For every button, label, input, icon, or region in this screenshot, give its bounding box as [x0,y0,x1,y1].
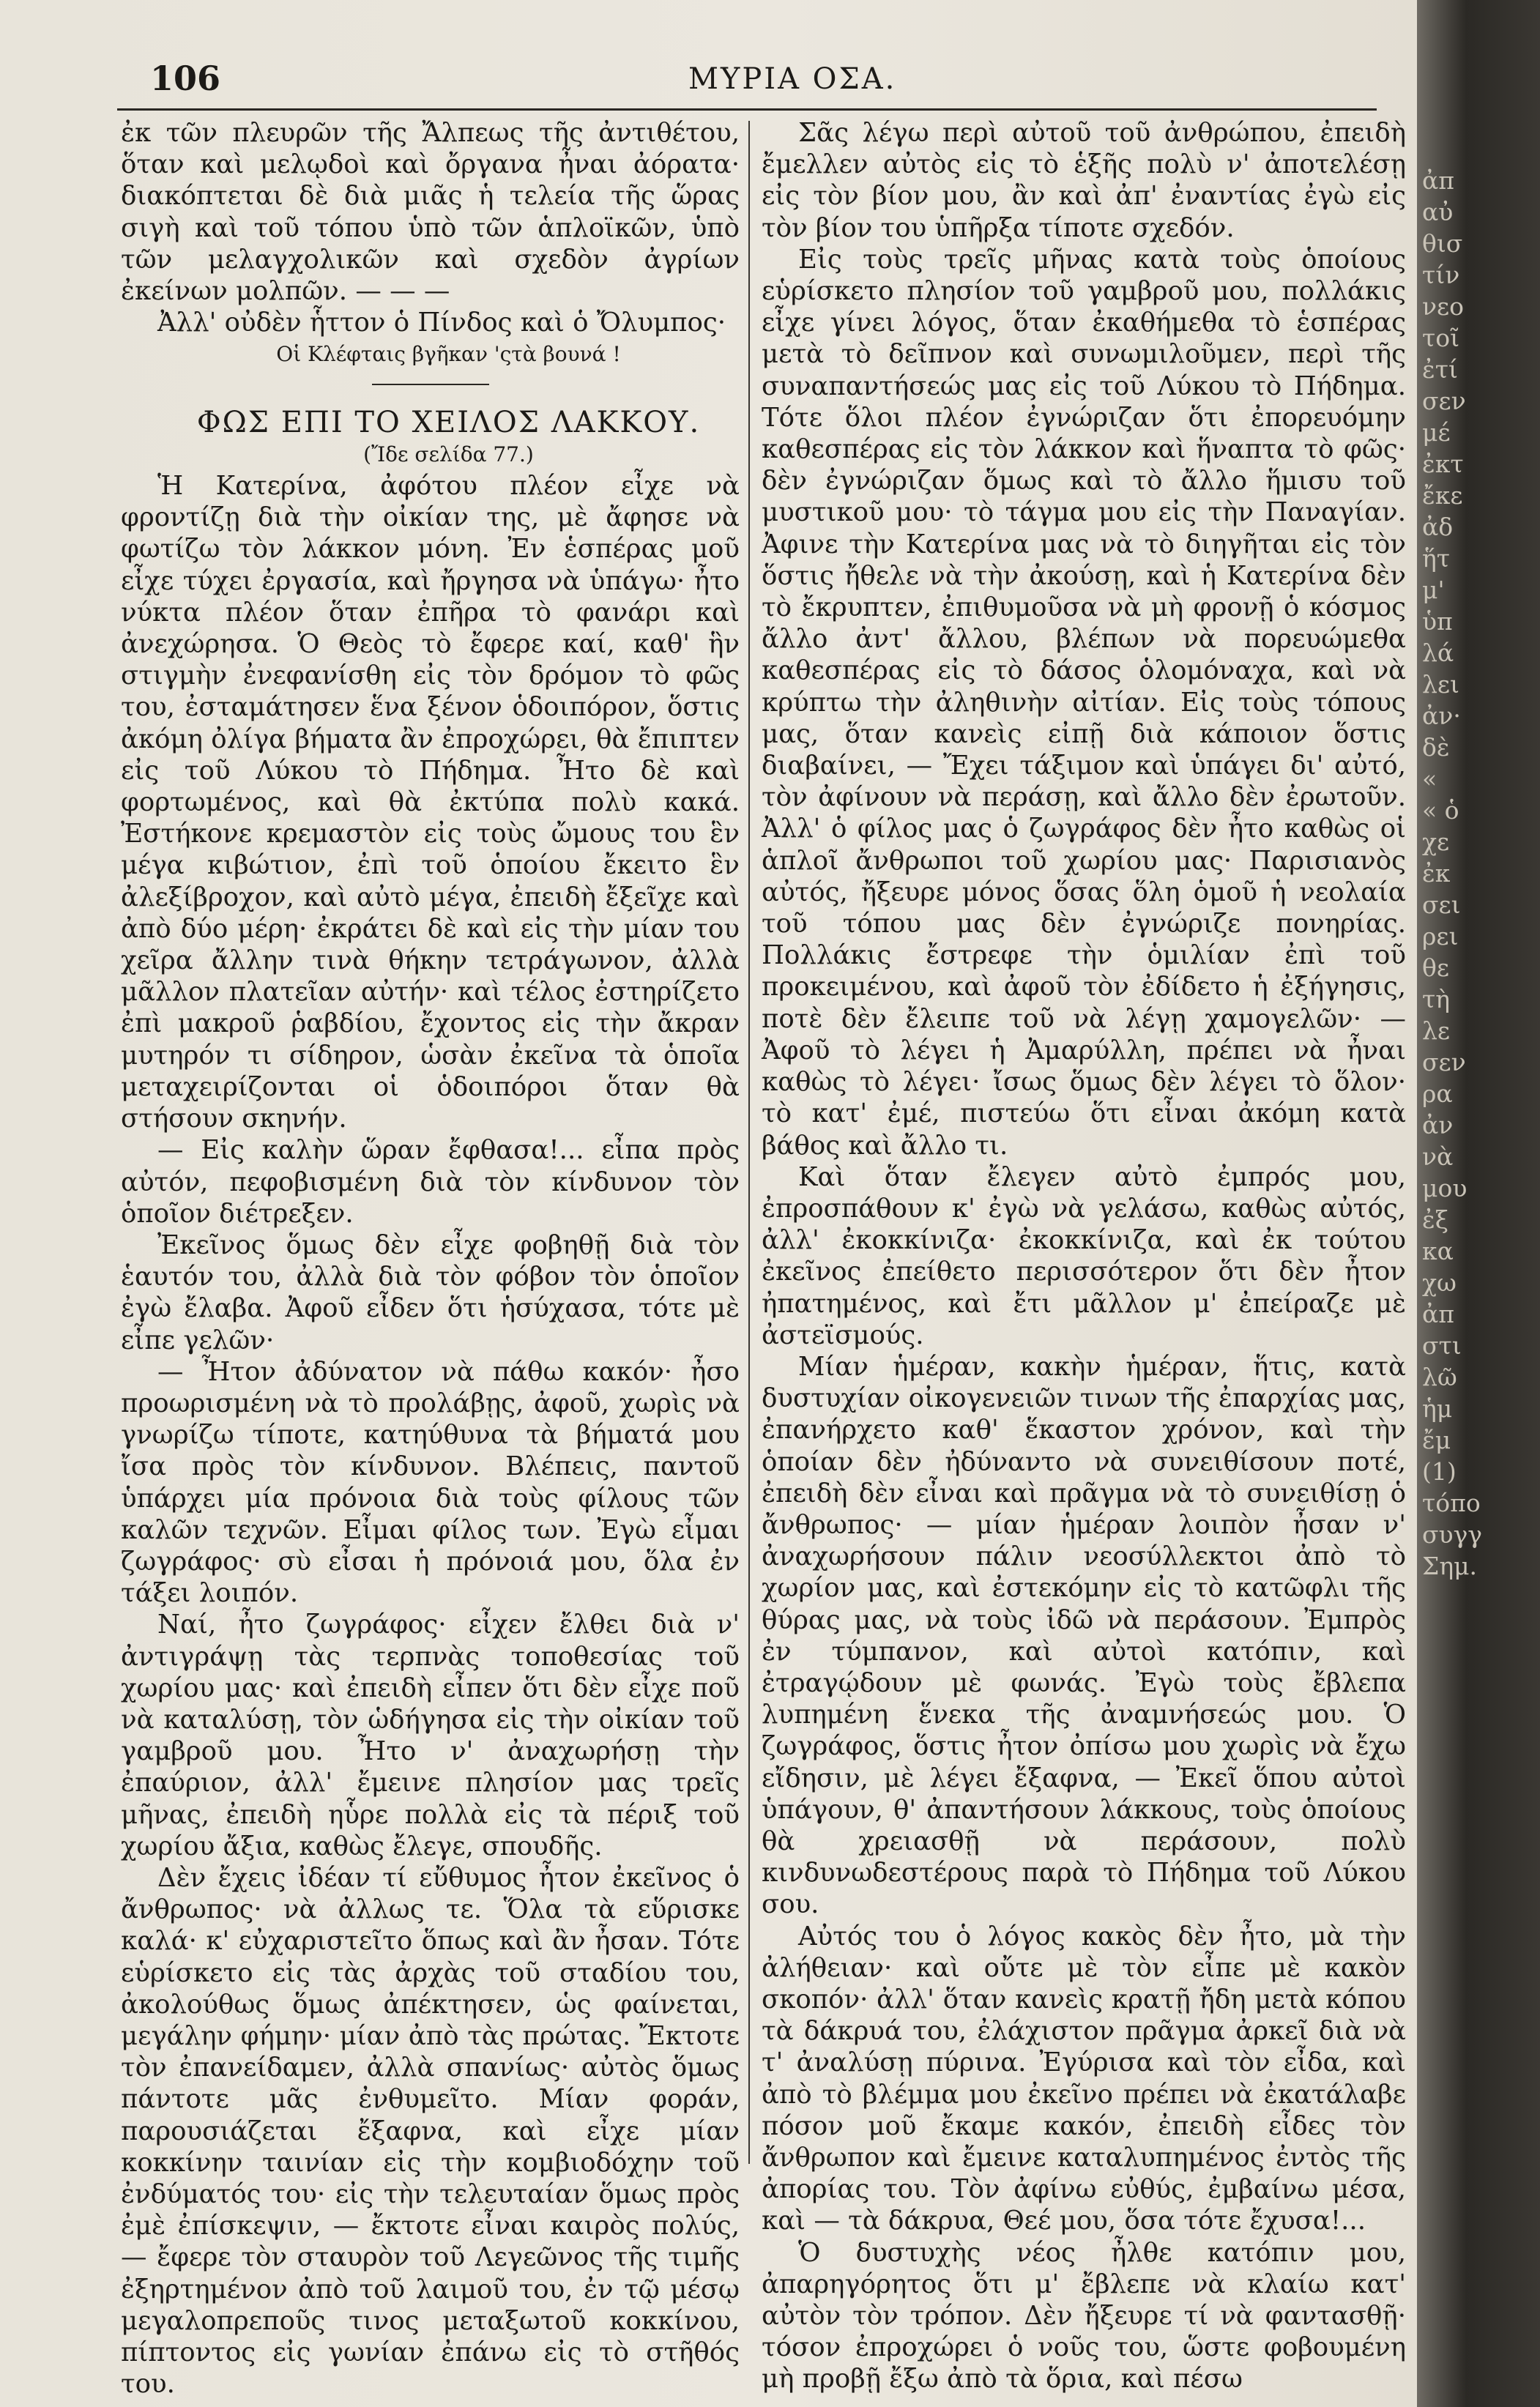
verse-line: Ἀλλ' οὐδὲν ἧττον ὁ Πίνδος καὶ ὁ Ὄλυμπος· [157,308,726,338]
column-rule [748,121,750,2164]
bleed-line: κα [1422,1237,1454,1265]
bleed-line: μ' [1422,576,1445,604]
bleed-line: σεν [1422,1048,1466,1076]
bleed-line: ἥτ [1422,544,1451,573]
paragraph: Ναί, ἦτο ζωγράφος· εἶχεν ἔλθει διὰ ν' ἀντιγράψῃ τὰς τερπνὰς τοποθεσίας τοῦ χωρίου μας· καὶ ἐπειδὴ εἶπεν ὅτι δὲν εἶχε ποῦ νὰ καταλύσῃ, τὸν ὡδήγησα εἰς τὴν οἰκίαν τοῦ γαμβροῦ μου. Ἦτο ν' ἀναχωρήσῃ τὴν ἐπαύριον, ἀλλ' ἔμεινε πλησίον μας τρεῖς μῆνας, ἐπειδὴ ηὗρε πολλὰ εἰς τὰ πέριξ τοῦ χωρίου ἄξια, καθὼς ἔλεγε, σπουδῆς. [121,1610,740,1861]
bleed-line: ἐξ [1422,1205,1448,1234]
bleed-line: τοῖ [1422,324,1460,352]
section-title: ΦΩΣ ΕΠΙ ΤΟ ΧΕΙΛΟΣ ΛΑΚΚΟΥ. [196,405,701,439]
bleed-line: λει [1422,670,1459,699]
bleed-line: σεν [1422,387,1466,415]
paragraph: ἐκ τῶν πλευρῶν τῆς Ἄλπεως τῆς ἀντιθέτου, ὅταν καὶ μελῳδοὶ καὶ ὄργανα ἦναι ἀόρατα· διακόπτεται δὲ διὰ μιᾶς ἡ τελεία τῆς ὥρας σιγὴ καὶ τοῦ τόπου ὑπὸ τῶν ἁπλοϊκῶν, ὑπὸ τῶν μελαγχολικῶν καὶ σχεδὸν ἀγρίων ἐκείνων μολπῶν. — — — [121,118,740,307]
paragraph: Ὁ δυστυχὴς νέος ἦλθε κατόπιν μου, ἀπαρηγόρητος ὅτι μ' ἔβλεπε νὰ κλαίω κατ' αὐτὸν τὸν τρόπον. Δὲν ἤξευρε τί νὰ φαντασθῇ· τόσον ἐπροχώρει ὁ νοῦς του, ὥστε φοβουμένη μὴ προβῇ ἔξω ἀπὸ τὰ ὅρια, καὶ πέσω [762,2237,1406,2395]
bleed-line: μου [1422,1174,1468,1202]
bleed-line: « [1422,764,1437,793]
bleed-line: τίν [1422,261,1460,289]
bleed-line: τόπο [1422,1489,1481,1517]
header-rule [117,108,1377,111]
journal-title: ΜΥΡΙΑ ΟΣΑ. [688,62,897,96]
paragraph: Δὲν ἔχεις ἰδέαν τί εὔθυμος ἦτον ἐκεῖνος ὁ ἄνθρωπος· νὰ ἀλλως τε. Ὅλα τὰ εὕρισκε καλά· κ' εὐχαριστεῖτο ὅπως καὶ ἂν ἦσαν. Τότε εὑρίσκετο εἰς τὰς ἀρχὰς τοῦ σταδίου του, ἀκολούθως ὅμως ἀπέκτησεν, ὡς φαίνεται, μεγάλην φήμην· μίαν ἀπὸ τὰς πρώτας. Ἔκτοτε τὸν ἐπανείδαμεν, ἀλλὰ σπανίως· αὐτὸς ὅμως πάντοτε μᾶς ἐνθυμεῖτο. Μίαν φοράν, παρουσιάζεται ἔξαφνα, καὶ εἶχε μίαν κοκκίνην ταινίαν εἰς τὴν κομβιοδόχην τοῦ ἐνδύματός του· εἰς τὴν τελευταίαν ὅμως πρὸς ἐμὲ ἐπίσκεψιν, — ἔκτοτε εἶναι καιρὸς πολύς, — ἔφερε τὸν σταυρὸν τοῦ Λεγεῶνος τῆς τιμῆς ἐξηρτημένον ἀπὸ τοῦ λαιμοῦ του, ἐν τῷ μέσῳ μεγαλοπρεποῦς τινος μεταξωτοῦ κοκκίνου, πίπτοντος εἰς γωνίαν ἐπάνω εἰς τὸ στῆθός του. [121,1862,740,2400]
paragraph: — Ἦτον ἀδύνατον νὰ πάθω κακόν· ἦσο προωρισμένη νὰ τὸ προλάβῃς, ἀφοῦ, χωρὶς νὰ γνωρίζω τίποτε, κατηύθυνα τὰ βήματά μου ἴσα πρὸς τὸν κίνδυνον. Βλέπεις, παντοῦ ὑπάρχει μία πρόνοια διὰ τοὺς φίλους τῶν καλῶν τεχνῶν. Εἶμαι φίλος των. Ἐγὼ εἶμαι ζωγράφος· σὺ εἶσαι ἡ πρόνοιά μου, ὅλα ἐν τάξει λοιπόν. [121,1356,740,1609]
bleed-line: χε [1422,827,1450,856]
paragraph: Καὶ ὅταν ἔλεγεν αὐτὸ ἐμπρός μου, ἐπροσπάθουν κ' ἐγὼ νὰ γελάσω, καθὼς αὐτός, ἀλλ' ἐκοκκίνιζα· ἐκοκκίνιζα, καὶ ἐκ τούτου ἐκεῖνος ἐπείθετο περισσότερον ὅτι δὲν ἦτον ἠπατημένος, καὶ ἔτι μᾶλλον μ' ἐπείραζε μὲ ἀστεϊσμούς. [762,1161,1406,1350]
bleed-line: ἔμ [1422,1426,1451,1454]
bleed-line: ἐτί [1422,355,1458,384]
facing-page-bleed-text [1422,165,1483,1582]
bleed-line: ἀπ [1422,1300,1454,1328]
bleed-line: θισ [1422,229,1463,258]
bleed-line: μέ [1422,418,1451,447]
bleed-line: « ὁ [1422,796,1459,825]
paragraph: Σᾶς λέγω περὶ αὐτοῦ τοῦ ἀνθρώπου, ἐπειδὴ ἔμελλεν αὐτὸς εἰς τὸ ἑξῆς πολὺ ν' ἀποτελέσῃ εἰς τὸν βίον μου, ἂν καὶ ἀπ' ἐναντίας ἐγὼ εἰς τὸν βίον του ὑπῆρξα τίποτε σχεδόν. [762,118,1406,243]
section-divider [372,384,489,385]
bleed-line: ρα [1422,1079,1453,1108]
bleed-line: αὐ [1422,198,1454,226]
bleed-line: ρει [1422,922,1459,950]
left-column [121,117,740,2400]
paragraph: Μίαν ἡμέραν, κακὴν ἡμέραν, ἥτις, κατὰ δυστυχίαν οἰκογενειῶν τινων τῆς ἐπαρχίας μας, ἐπανήρχετο καθ' ἕκαστον χρόνον, καὶ τὴν ὁποίαν δὲν ἠδύναντο νὰ συνειθίσουν ποτέ, ἐπειδὴ δὲν εἶναι καὶ πρᾶγμα νὰ τὸ συνειθίσῃ ὁ ἄνθρωπος· — μίαν ἡμέραν λοιπὸν ἦσαν ν' ἀναχωρήσουν πάλιν νεοσύλλεκτοι ἀπὸ τὸ χωρίον μας, καὶ ἐστεκόμην εἰς τὸ κατῶφλι τῆς θύρας μας, νὰ τοὺς ἰδῶ νὰ περάσουν. Ἐμπρὸς ἐν τύμπανον, καὶ αὐτοὶ κατόπιν, καὶ ἐτραγῴδουν μὲ φωνάς. Ἐγὼ τοὺς ἔβλεπα λυπημένη ἕνεκα τῆς ἀναμνήσεώς μου. Ὁ ζωγράφος, ὅστις ἦτον ὀπίσω μου χωρὶς νὰ ἔχω εἴδησιν, μὲ λέγει ἔξαφνα, — Ἐκεῖ ὅπου αὐτοὶ ὑπάγουν, θ' ἀπαντήσουν λάκκους, τοὺς ὁποίους θὰ χρειασθῇ νὰ περάσουν, πολὺ κινδυνωδεστέρους παρὰ τὸ Πήδημα τοῦ Λύκου σου. [762,1351,1406,1920]
bleed-line: Σημ. [1422,1552,1478,1580]
section-reference: (Ἴδε σελίδα 77.) [363,442,534,466]
bleed-line: λῶ [1422,1363,1457,1391]
page-number: 106 [150,59,221,98]
bleed-line: ἀπ [1422,166,1454,195]
bleed-line: στι [1422,1331,1462,1360]
paragraph: Εἰς τοὺς τρεῖς μῆνας κατὰ τοὺς ὁποίους εὑρίσκετο πλησίον τοῦ γαμβροῦ μου, πολλάκις εἶχε γίνει λόγος, ὅταν ἐκαθήμεθα τὸ ἑσπέρας μετὰ τὸ δεῖπνον καὶ συνωμιλοῦμεν, περὶ τῆς συναπαντήσεώς μας εἰς τοῦ Λύκου τὸ Πήδημα. Τότε ὅλοι πλέον ἐγνώριζαν ὅτι ἐπορευόμην καθεσπέρας εἰς τὸν λάκκον καὶ ἥναπτα τὸ φῶς· δὲν ἐγνώριζαν ὅμως καὶ τὸ ἄλλο ἥμισυ τοῦ μυστικοῦ μου· τὸ τάγμα μου εἰς τὴν Παναγίαν. Ἀφινε τὴν Κατερίνα μας νὰ τὸ διηγῆται εἰς τὸν ὅστις ἤθελε νὰ τὴν ἀκούσῃ, καὶ ἡ Κατερίνα δὲν τὸ ἔκρυπτεν, ἐπιθυμοῦσα νὰ μὴ φρονῇ ὁ κόσμος ἄλλο ἀντ' ἄλλου, βλέπων νὰ πορευώμεθα καθεσπέρας εἰς τὸ δάσος ὁλομόναχα, καὶ νὰ κρύπτω τὴν ἀληθινὴν αἰτίαν. Εἰς τοὺς τόπους μας, ὅταν κανεὶς εἰπῇ διὰ κάποιον ὅστις διαβαίνει, — Ἔχει τάξιμον καὶ ὑπάγει δι' αὐτό, τὸν ἀφίνουν νὰ περάσῃ, καὶ ἄλλο δὲν ἐρωτοῦν. Ἀλλ' ὁ φίλος μας ὁ ζωγράφος δὲν ἦτο καθὼς οἱ ἁπλοῖ ἄνθρωποι τοῦ χωρίου μας· Παρισιανὸς αὐτός, ἤξευρε μόνος ὅσας ὅλη ὁμοῦ ἡ νεολαία τοῦ τόπου μας δὲν ἐγνώριζε πονηρίας. Πολλάκις ἔστρεφε τὴν ὁμιλίαν ἐπὶ τοῦ προκειμένου, καὶ ἀφοῦ τὸν ἐδίδετο ἡ ἐξήγησις, ποτὲ δὲν ἔλειπε τοῦ νὰ λέγῃ χαμογελῶν· — Ἀφοῦ τὸ λέγει ἡ Ἀμαρύλλη, πρέπει νὰ ἦναι καθὼς τὸ λέγει· ἴσως ὅμως δὲν λέγει τὸ ὅλον· τὸ κατ' ἐμέ, πιστεύω ὅτι εἶναι ἀκόμη κατὰ βάθος καὶ ἄλλο τι. [762,244,1406,1161]
bleed-line: ὑπ [1422,607,1453,636]
bleed-line: ἀν [1422,1111,1454,1139]
bleed-line: (1) [1422,1457,1457,1486]
paragraph: Ἡ Κατερίνα, ἀφότου πλέον εἶχε νὰ φροντίζῃ διὰ τὴν οἰκίαν της, μὲ ἄφησε νὰ φωτίζω τὸν λάκκον μόνη. Ἐν ἑσπέρας μοῦ εἶχε τύχει ἐργασία, καὶ ἤργησα νὰ ὑπάγω· ἦτο νύκτα πλέον ὅταν ἐπῆρα τὸ φανάρι καὶ ἀνεχώρησα. Ὁ Θεὸς τὸ ἔφερε καί, καθ' ἣν στιγμὴν ἐνεφανίσθη εἰς τὸν δρόμον τὸ φῶς του, ἐσταμάτησεν ἕνα ξένον ὁδοιπόρον, ὅστις ἀκόμη ὀλίγα βήματα ἂν ἐπροχώρει, θὰ ἔπιπτεν εἰς τοῦ Λύκου τὸ Πήδημα. Ἦτο δὲ καὶ φορτωμένος, καὶ θὰ ἐκτύπα πολὺ κακά. Ἐστήκονε κρεμαστὸν εἰς τοὺς ὤμους του ἓν μέγα κιβώτιον, ἐπὶ τοῦ ὁποίου ἔκειτο ἓν ἀλεξίβροχον, καὶ αὐτὸ μέγα, ἐπειδὴ ἔξεῖχε καὶ ἀπὸ δύο μέρη· ἐκράτει δὲ καὶ εἰς τὴν μίαν του χεῖρα ἄλλην τινὰ θήκην τετράγωνον, ἀλλὰ μᾶλλον πλατεῖαν αὐτήν· καὶ τέλος ἐστηρίζετο ἐπὶ μακροῦ ῥαβδίου, ἔχοντος εἰς τὴν ἄκραν μυτηρόν τι σίδηρον, ὡσὰν ἐκεῖνα τὰ ὁποῖα μεταχειρίζονται οἱ ὁδοιπόροι ὅταν θὰ στήσουν σκηνήν. [121,471,740,1134]
bleed-line: χω [1422,1268,1457,1297]
song-quote: Οἱ Κλέφταις βγῆκαν 'ςτὰ βουνά ! [276,342,621,367]
bleed-line: νεο [1422,292,1465,321]
bleed-line: συγγ [1422,1520,1483,1549]
bleed-line: ἡμ [1422,1394,1453,1423]
bleed-line: λά [1422,639,1454,667]
bleed-line: δὲ [1422,733,1450,762]
bleed-line: ἀδ [1422,513,1454,541]
bleed-line: ἔκε [1422,481,1463,510]
bleed-line: τὴ [1422,985,1451,1013]
paragraph: Ἐκεῖνος ὅμως δὲν εἶχε φοβηθῇ διὰ τὸν ἑαυτόν του, ἀλλὰ διὰ τὸν φόβον τὸν ὁποῖον ἐγὼ ἔλαβα. Ἀφοῦ εἶδεν ὅτι ἡσύχασα, τότε μὲ εἶπε γελῶν· [121,1229,740,1355]
bleed-line: σει [1422,890,1461,919]
paragraph: — Εἰς καλὴν ὥραν ἔφθασα!... εἶπα πρὸς αὐτόν, πεφοβισμένη διὰ τὸν κίνδυνον τὸν ὁποῖον διέτρεξεν. [121,1135,740,1229]
bleed-line: ἐκ [1422,859,1451,888]
paragraph: Αὐτός του ὁ λόγος κακὸς δὲν ἦτο, μὰ τὴν ἀλήθειαν· καὶ οὔτε μὲ τὸν εἶπε μὲ κακὸν σκοπόν· ἀλλ' ὅταν κανεὶς κρατῇ ἤδη μετὰ κόπου τὰ δάκρυά του, ἐλάχιστον πρᾶγμα ἀρκεῖ διὰ νὰ τ' ἀναλύσῃ πύρινα. Ἐγύρισα καὶ τὸν εἶδα, καὶ ἀπὸ τὸ βλέμμα μου ἐκεῖνο πρέπει νὰ ἐκατάλαβε πόσον μοῦ ἔκαμε κακόν, ἐπειδὴ εἶδες τὸν ἄνθρωπον καὶ ἔμεινε καταλυπημένος ἐντὸς τῆς ἀπορίας του. Τὸν ἀφίνω εὐθύς, ἐμβαίνω μέσα, καὶ — τὰ δάκρυα, Θεέ μου, ὅσα τότε ἔχυσα!... [762,1921,1406,2236]
bleed-line: θε [1422,953,1449,982]
bleed-line: νὰ [1422,1142,1454,1171]
bleed-line: λε [1422,1016,1451,1045]
right-column [762,117,1406,2395]
bleed-line: ἀν· [1422,702,1461,730]
bleed-line: ἐκτ [1422,450,1464,478]
